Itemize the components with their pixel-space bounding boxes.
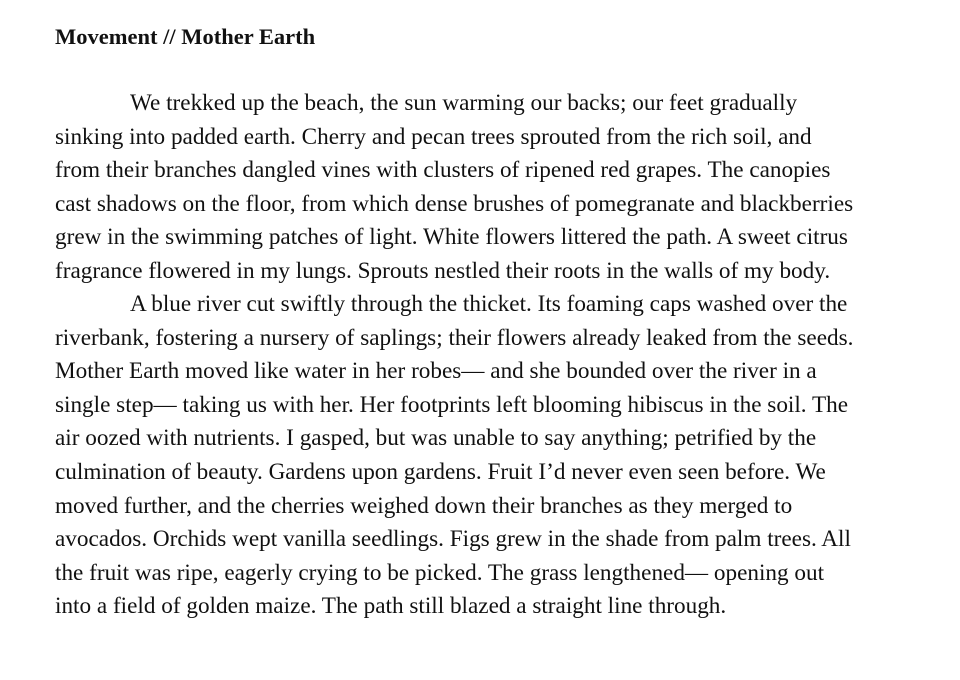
paragraph-line: A blue river cut swiftly through the thicket. Its foaming caps washed over the — [130, 291, 848, 318]
paragraph-line: moved further, and the cherries weighed down their branches as they merged to — [55, 492, 793, 519]
paragraph-line: fragrance flowered in my lungs. Sprouts nestled their roots in the walls of my body. — [55, 257, 831, 284]
paragraph-2 — [55, 288, 935, 623]
document-body — [55, 87, 935, 624]
paragraph-line: into a field of golden maize. The path still blazed a straight line through. — [55, 593, 727, 620]
paragraph-1 — [55, 87, 935, 288]
paragraph-line: the fruit was ripe, eagerly crying to be picked. The grass lengthened— opening out — [55, 559, 825, 586]
paragraph-line: air oozed with nutrients. I gasped, but was unable to say anything; petrified by the — [55, 425, 817, 452]
document-title: Movement // Mother Earth — [55, 24, 316, 49]
paragraph-line: culmination of beauty. Gardens upon gardens. Fruit I’d never even seen before. We — [55, 459, 826, 486]
paragraph-line: avocados. Orchids wept vanilla seedlings. Figs grew in the shade from palm trees. All — [55, 526, 851, 553]
paragraph-line: We trekked up the beach, the sun warming our backs; our feet gradually — [130, 90, 798, 116]
paragraph-line: riverbank, fostering a nursery of saplings; their flowers already leaked from the seeds. — [55, 324, 854, 351]
paragraph-line: single step— taking us with her. Her footprints left blooming hibiscus in the soil. The — [55, 391, 849, 418]
paragraph-line: cast shadows on the floor, from which dense brushes of pomegranate and blackberries — [55, 190, 854, 217]
paragraph-line: Mother Earth moved like water in her robes— and she bounded over the river in a — [55, 358, 817, 385]
paragraph-line: sinking into padded earth. Cherry and pecan trees sprouted from the rich soil, and — [55, 123, 812, 150]
paragraph-line: grew in the swimming patches of light. White flowers littered the path. A sweet citrus — [55, 224, 848, 251]
paragraph-line: from their branches dangled vines with clusters of ripened red grapes. The canopies — [55, 157, 831, 184]
